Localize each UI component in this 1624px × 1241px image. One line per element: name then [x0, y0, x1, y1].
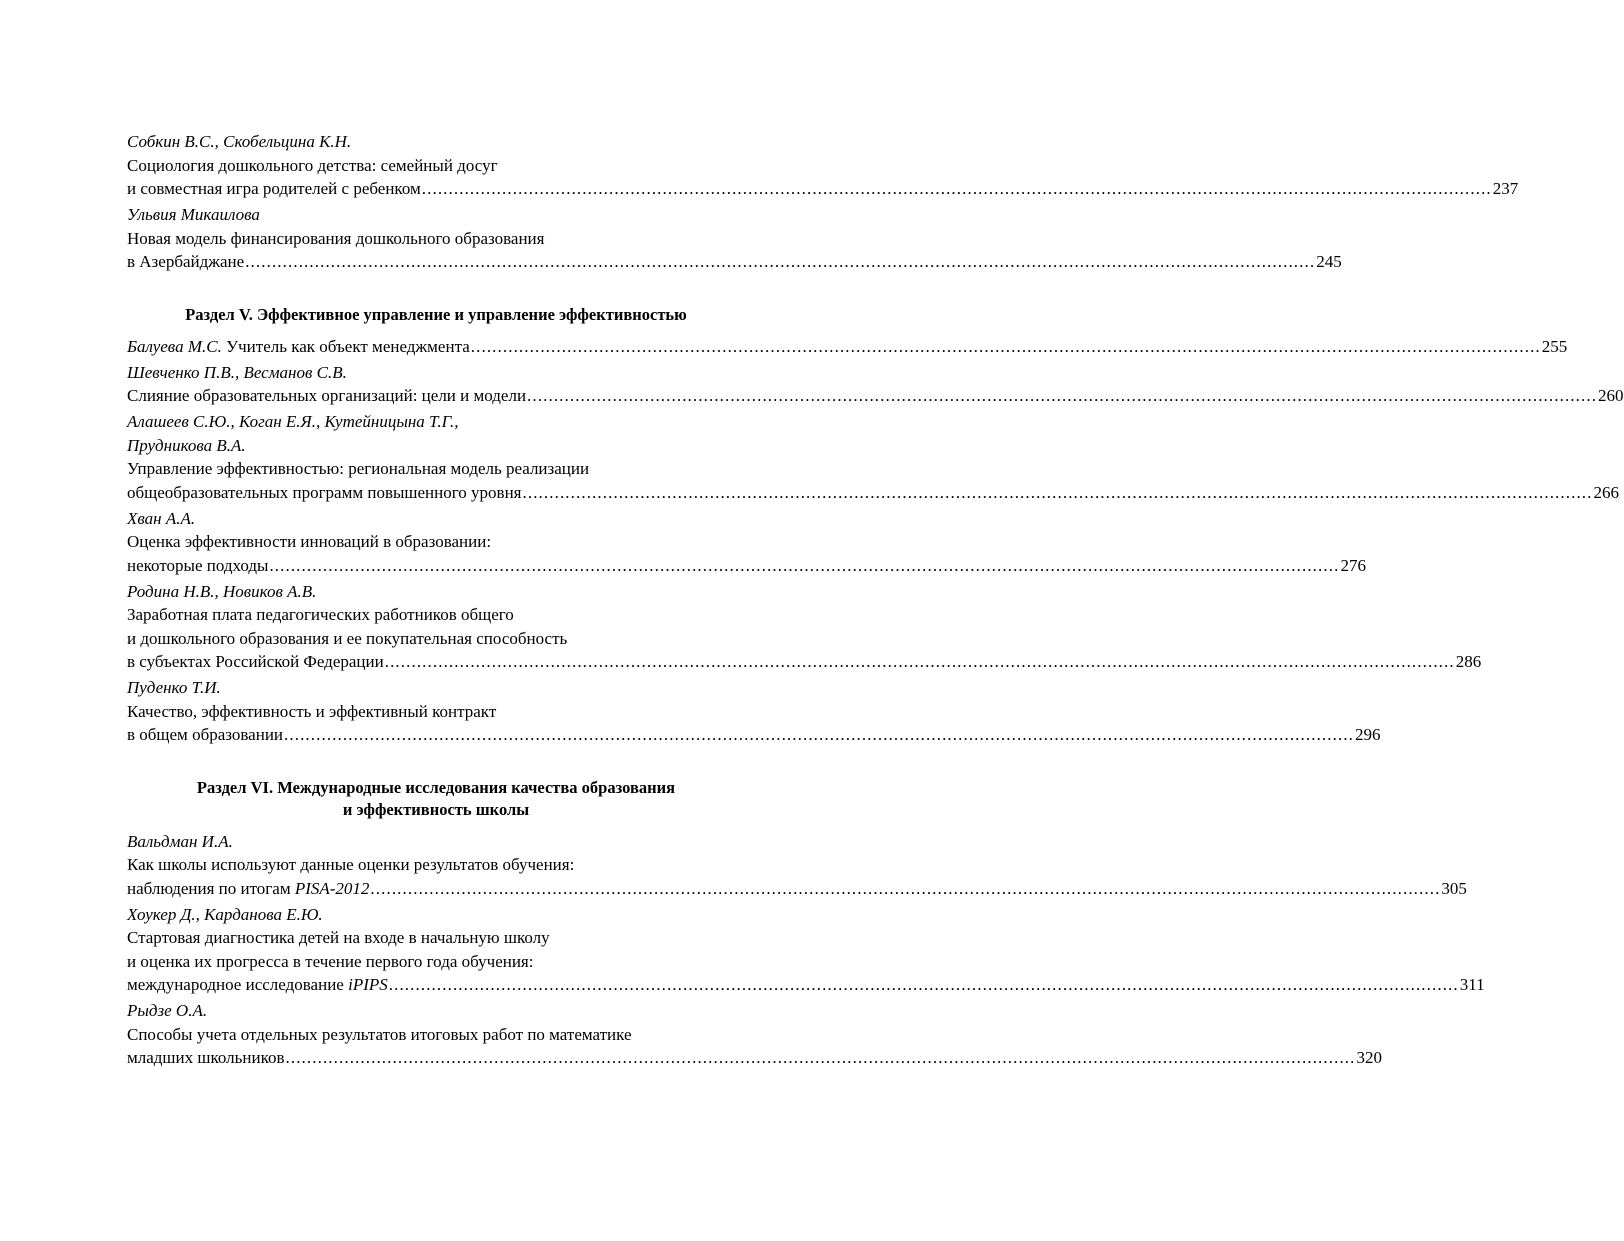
entry-title-last-line	[127, 481, 1619, 505]
entry-title-last-line	[127, 250, 1342, 274]
entry-author: Хоукер Д., Карданова Е.Ю.	[127, 904, 323, 924]
section-heading	[127, 304, 745, 326]
entry-title: Учитель как объект менеджмента	[221, 336, 470, 356]
entry-title-last-line	[127, 723, 1381, 747]
entry-author: Собкин В.С., Скобельцина К.Н.	[127, 132, 352, 151]
entry-title-text	[127, 335, 470, 359]
toc-entry	[127, 410, 1619, 504]
toc-entry	[127, 999, 1382, 1070]
entry-title-text: в Азербайджане	[127, 252, 245, 271]
section-title: Раздел VI. Международные исследования качества образования	[196, 777, 676, 797]
entry-title-text: общеобразовательных программ повышенного уровня	[127, 482, 522, 502]
page-number: 255	[1541, 336, 1568, 356]
leader-dots: ........................................................................................................................................................................................................	[269, 555, 1340, 575]
entry-title-line: и оценка их прогресса в течение первого года обучения:	[127, 951, 534, 971]
page-number: 311	[1459, 975, 1485, 994]
entry-title-text: и совместная игра родителей с ребенком	[127, 179, 421, 198]
page-number: 296	[1355, 725, 1381, 744]
entry-title-last-line	[127, 554, 1366, 578]
toc-entry	[127, 903, 1485, 997]
leader-dots: ........................................................................................................................................................................................................	[284, 725, 1355, 744]
entry-title-italic: PISA-2012	[294, 878, 370, 898]
page-number: 276	[1340, 555, 1366, 575]
entry-title-last-line	[127, 335, 1568, 359]
entry-title-line: Как школы используют данные оценки результатов обучения:	[127, 855, 575, 874]
entry-author: Шевченко П.В., Весманов С.В.	[127, 362, 347, 382]
entry-title-line: Новая модель финансирования дошкольного образования	[127, 228, 545, 248]
leader-dots: ........................................................................................................................................................................................................	[370, 878, 1441, 898]
entry-author: Алашеев С.Ю., Коган Е.Я., Кутейницына Т.Г.,	[127, 412, 459, 431]
entry-title-last-line	[127, 877, 1467, 901]
entry-title-text: некоторые подходы	[127, 555, 269, 575]
section-title: Раздел V. Эффективное управление и управление эффективностью	[185, 304, 687, 324]
page-number: 286	[1455, 652, 1482, 671]
section-title-continued: и эффективность школы	[342, 799, 530, 819]
entry-title-line: Оценка эффективности инноваций в образовании:	[127, 532, 492, 551]
page-number: 305	[1441, 878, 1467, 898]
leader-dots: ........................................................................................................................................................................................................	[245, 252, 1316, 271]
entry-title-last-line	[127, 384, 1624, 408]
entry-author: Ульвия Микаилова	[127, 205, 260, 224]
page-number: 237	[1492, 179, 1519, 198]
entry-author: Вальдман И.А.	[127, 831, 233, 851]
entry-title-last-line	[127, 1046, 1382, 1070]
entry-title-last-line	[127, 973, 1485, 997]
entry-author: Хван А.А.	[127, 508, 196, 528]
leader-dots: ........................................................................................................................................................................................................	[384, 652, 1455, 671]
entry-title-last-line	[127, 177, 1519, 201]
entry-author: Родина Н.В., Новиков А.В.	[127, 581, 317, 601]
entry-title-text: младших школьников	[127, 1048, 285, 1067]
entry-title-line: Способы учета отдельных результатов итоговых работ по математике	[127, 1024, 632, 1044]
leader-dots: ........................................................................................................................................................................................................	[522, 482, 1593, 502]
entry-title-text	[127, 877, 369, 901]
toc-entry	[127, 507, 1366, 578]
entry-title: международное исследование	[127, 975, 349, 994]
leader-dots: ........................................................................................................................................................................................................	[285, 1048, 1356, 1067]
table-of-contents	[127, 130, 1624, 1072]
entry-author: Рыдзе О.А.	[127, 1001, 208, 1020]
page-number: 260	[1598, 386, 1624, 405]
page-number: 320	[1356, 1048, 1382, 1067]
entry-title-text: в субъектах Российской Федерации	[127, 652, 384, 671]
entry-author: Балуева М.С.	[127, 336, 222, 356]
entry-title-text: Слияние образовательных организаций: цели и модели	[127, 386, 527, 405]
toc-entry	[127, 580, 1482, 674]
entry-title-line: Качество, эффективность и эффективный контракт	[127, 701, 497, 721]
entry-title-line: Стартовая диагностика детей на входе в начальную школу	[127, 928, 550, 947]
section-heading	[127, 777, 745, 821]
toc-entry	[127, 830, 1467, 901]
entry-title-italic: iPIPS	[348, 975, 388, 994]
entry-title-last-line	[127, 650, 1482, 674]
entry-title-line: и дошкольного образования и ее покупательная способность	[127, 628, 568, 648]
entry-author-continued: Прудникова В.А.	[127, 435, 246, 455]
entry-title-line: Социология дошкольного детства: семейный досуг	[127, 155, 498, 175]
leader-dots: ........................................................................................................................................................................................................	[388, 975, 1459, 994]
entry-title-text: в общем образовании	[127, 725, 284, 744]
entry-title-line: Управление эффективностью: региональная модель реализации	[127, 459, 590, 478]
page-number: 266	[1593, 482, 1619, 502]
entry-title-line: Заработная плата педагогических работников общего	[127, 605, 514, 624]
entry-title-text	[127, 973, 388, 997]
leader-dots: ........................................................................................................................................................................................................	[421, 179, 1492, 198]
toc-entry	[127, 130, 1519, 201]
entry-author: Пуденко Т.И.	[127, 678, 221, 697]
toc-entry	[127, 676, 1381, 747]
toc-entry	[127, 335, 1568, 359]
toc-entry	[127, 361, 1624, 408]
toc-entry	[127, 203, 1342, 274]
leader-dots: ........................................................................................................................................................................................................	[470, 336, 1541, 356]
page-number: 245	[1316, 252, 1342, 271]
entry-title: наблюдения по итогам	[127, 878, 295, 898]
leader-dots: ........................................................................................................................................................................................................	[527, 386, 1598, 405]
